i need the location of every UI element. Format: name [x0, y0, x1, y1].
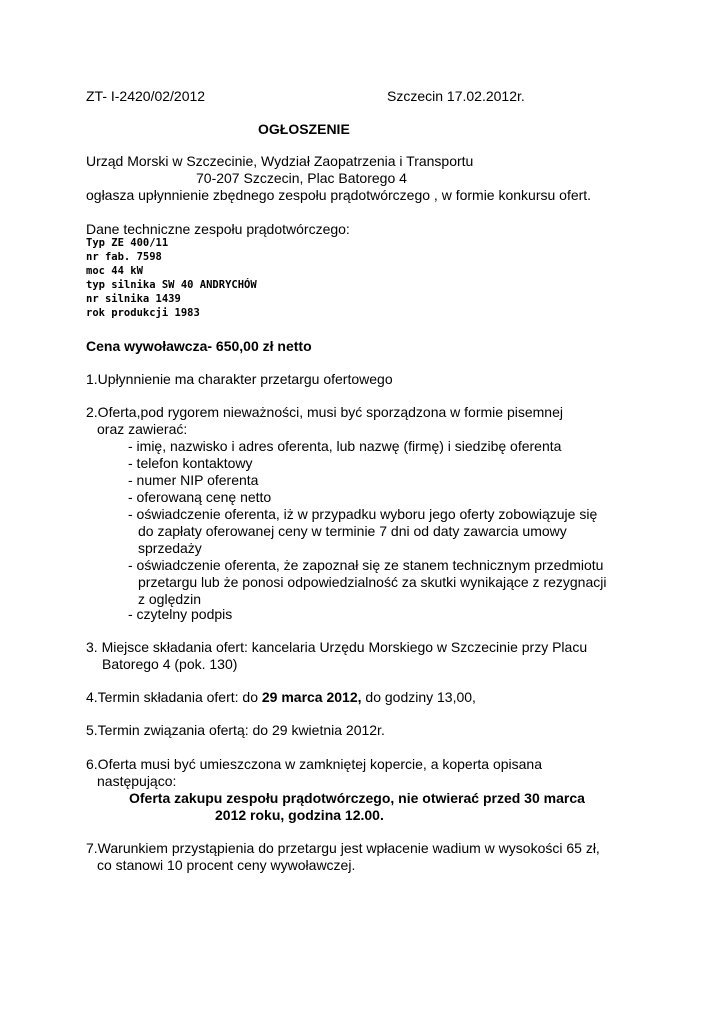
- point-7-line-2: co stanowi 10 procent ceny wywoławczej.: [97, 857, 356, 873]
- reference-number: ZT- I-2420/02/2012: [86, 88, 206, 104]
- point-4-prefix: 4.Termin składania ofert: do: [86, 689, 262, 705]
- point-4: [86, 689, 476, 706]
- point-7-line-1: 7.Warunkiem przystąpienia do przetargu jest wpłacenie wadium w wysokości 65 zł,: [86, 840, 600, 856]
- tech-item: Typ ZE 400/11: [86, 237, 169, 249]
- tech-heading: Dane techniczne zespołu prądotwórczego:: [86, 221, 350, 237]
- requirement-item-continued: do zapłaty oferowanej ceny w terminie 7 dni od daty zawarcia umowy: [138, 523, 567, 539]
- requirement-item: - numer NIP oferenta: [128, 472, 259, 488]
- requirement-item: - telefon kontaktowy: [128, 455, 253, 471]
- requirement-item: - oferowaną cenę netto: [128, 489, 272, 505]
- point-4-suffix: do godziny 13,00,: [361, 689, 476, 705]
- intro-line-3: ogłasza upłynnienie zbędnego zespołu prądotwórczego , w formie konkursu ofert.: [86, 187, 592, 203]
- intro-line-1: Urząd Morski w Szczecinie, Wydział Zaopatrzenia i Transportu: [86, 153, 474, 169]
- point-1: 1.Upłynnienie ma charakter przetargu ofertowego: [86, 371, 393, 387]
- intro-line-2: 70-207 Szczecin, Plac Batorego 4: [196, 170, 407, 186]
- requirement-item: - czytelny podpis: [128, 606, 233, 622]
- point-2-line-1: 2.Oferta,pod rygorem nieważności, musi być sporządzona w formie pisemnej: [86, 404, 563, 420]
- requirement-item: - oświadczenie oferenta, że zapoznał się ze stanem technicznym przedmiotu: [128, 557, 604, 573]
- deadline-date: 29 marca 2012,: [261, 689, 362, 705]
- tech-item: typ silnika SW 40 ANDRYCHÓW: [86, 279, 257, 291]
- requirement-item: - imię, nazwisko i adres oferenta, lub nazwę (firmę) i siedzibę oferenta: [128, 438, 562, 454]
- requirement-item-continued: z oględzin: [138, 591, 202, 607]
- point-2-line-2: oraz zawierać:: [97, 421, 188, 437]
- tech-item: nr silnika 1439: [86, 293, 181, 305]
- tech-item: moc 44 kW: [86, 265, 143, 277]
- envelope-label-line-1: Oferta zakupu zespołu prądotwórczego, nie otwierać przed 30 marca: [129, 790, 585, 806]
- point-5: 5.Termin związania ofertą: do 29 kwietnia 2012r.: [86, 722, 385, 738]
- document-title: OGŁOSZENIE: [258, 121, 350, 137]
- tech-item: rok produkcji 1983: [86, 307, 200, 319]
- point-6-line-1: 6.Oferta musi być umieszczona w zamkniętej kopercie, a koperta opisana: [86, 756, 542, 772]
- point-6-line-2: następująco:: [97, 773, 177, 789]
- starting-price: Cena wywoławcza- 650,00 zł netto: [86, 338, 312, 354]
- point-3-line-1: 3. Miejsce składania ofert: kancelaria Urzędu Morskiego w Szczecinie przy Placu: [86, 639, 588, 655]
- point-3-line-2: Batorego 4 (pok. 130): [102, 656, 238, 672]
- tech-item: nr fab. 7598: [86, 251, 162, 263]
- envelope-label-line-2: 2012 roku, godzina 12.00.: [215, 807, 384, 823]
- requirement-item-continued: sprzedaży: [138, 540, 202, 556]
- place-date: Szczecin 17.02.2012r.: [387, 88, 525, 104]
- requirement-item: - oświadczenie oferenta, iż w przypadku wyboru jego oferty zobowiązuje się: [128, 506, 598, 522]
- requirement-item-continued: przetargu lub że ponosi odpowiedzialność za skutki wynikające z rezygnacji: [138, 574, 607, 590]
